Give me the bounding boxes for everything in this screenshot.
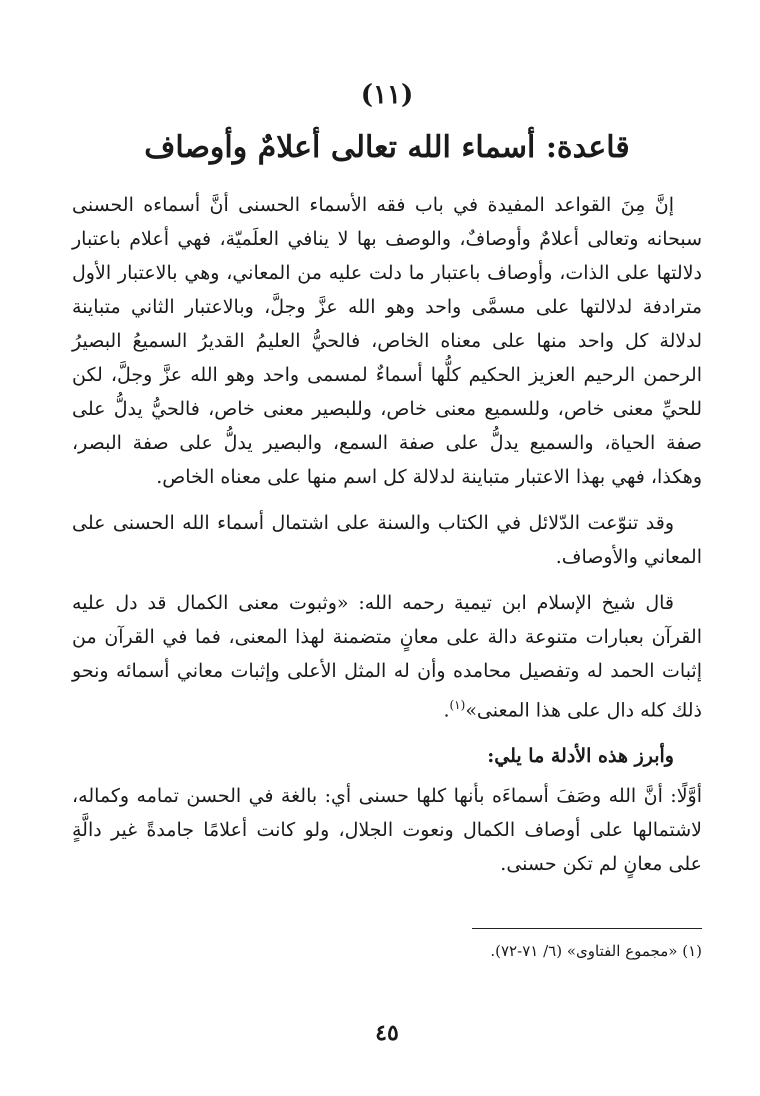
quote-text: قال شيخ الإسلام ابن تيمية رحمه الله: «وثبوت معنى الكمال قد دل عليه القرآن بعبارات متنوعة دالة على معانٍ متضمنة لهذا المعنى، فما في القرآن من إثبات الحمد له وتفصيل محامده وأن له المثل الأعلى وإثبات معاني أسمائه ونحو ذلك كله دال على هذا المعنى» (72, 592, 702, 722)
paragraph-4: وأبرز هذه الأدلة ما يلي: (487, 745, 674, 768)
page-title: قاعدة: أسماء الله تعالى أعلامٌ وأوصاف (144, 130, 630, 165)
footnote: (١) «مجموع الفتاوى» (٦/ ٧١-٧٢). (490, 942, 702, 960)
footnote-reference: (١) (449, 698, 466, 712)
book-page (72, 0, 702, 1096)
paragraph-1: إنَّ مِنَ القواعد المفيدة في باب فقه الأسماء الحسنى أنَّ أسماءه الحسنى سبحانه وتعالى أعلامٌ وأوصافٌ، والوصف بها لا ينافي العلَميّة، فهي أعلام باعتبار دلالتها على الذات، وأوصاف باعتبار ما دلت عليه من المعاني، وهي بالاعتبار الأول مترادفة لدلالتها على مسمَّى واحد وهو الله عزَّ وجلَّ، وبالاعتبار الثاني متباينة لدلالة كل واحد منها على معناه الخاص، فالحيُّ العليمُ القديرُ السميعُ البصيرُ الرحمن الرحيم العزيز الحكيم كلُّها أسماءٌ لمسمى واحد وهو الله عزَّ وجلَّ، لكن للحيِّ معنى خاص، وللسميع معنى خاص، وللبصير معنى خاص، فالحيُّ يدلُّ على صفة الحياة، والسميع يدلُّ على صفة السمع، والبصير يدلُّ على صفة البصر، وهكذا، فهي بهذا الاعتبار متباينة لدلالة كل اسم منها على معناه الخاص. (72, 194, 702, 488)
body-text (72, 188, 702, 893)
chapter-number: (١١) (360, 80, 414, 110)
quote-end: . (443, 699, 450, 722)
paragraph-5: أوَّلًا: أنَّ الله وصَفَ أسماءَه بأنها كلها حسنى أي: بالغة في الحسن تمامه وكماله، لاشتمالها على أوصاف الكمال ونعوت الجلال، ولو كانت أعلامًا جامدةً غير دالَّةٍ على معانٍ لم تكن حسنى. (72, 785, 702, 876)
paragraph-2: وقد تنوّعت الدّلائل في الكتاب والسنة على اشتمال أسماء الله الحسنى على المعاني والأوصاف. (72, 512, 702, 568)
paragraph-3 (72, 586, 702, 727)
page-number: ٤٥ (375, 1020, 399, 1046)
footnote-divider (472, 928, 702, 929)
